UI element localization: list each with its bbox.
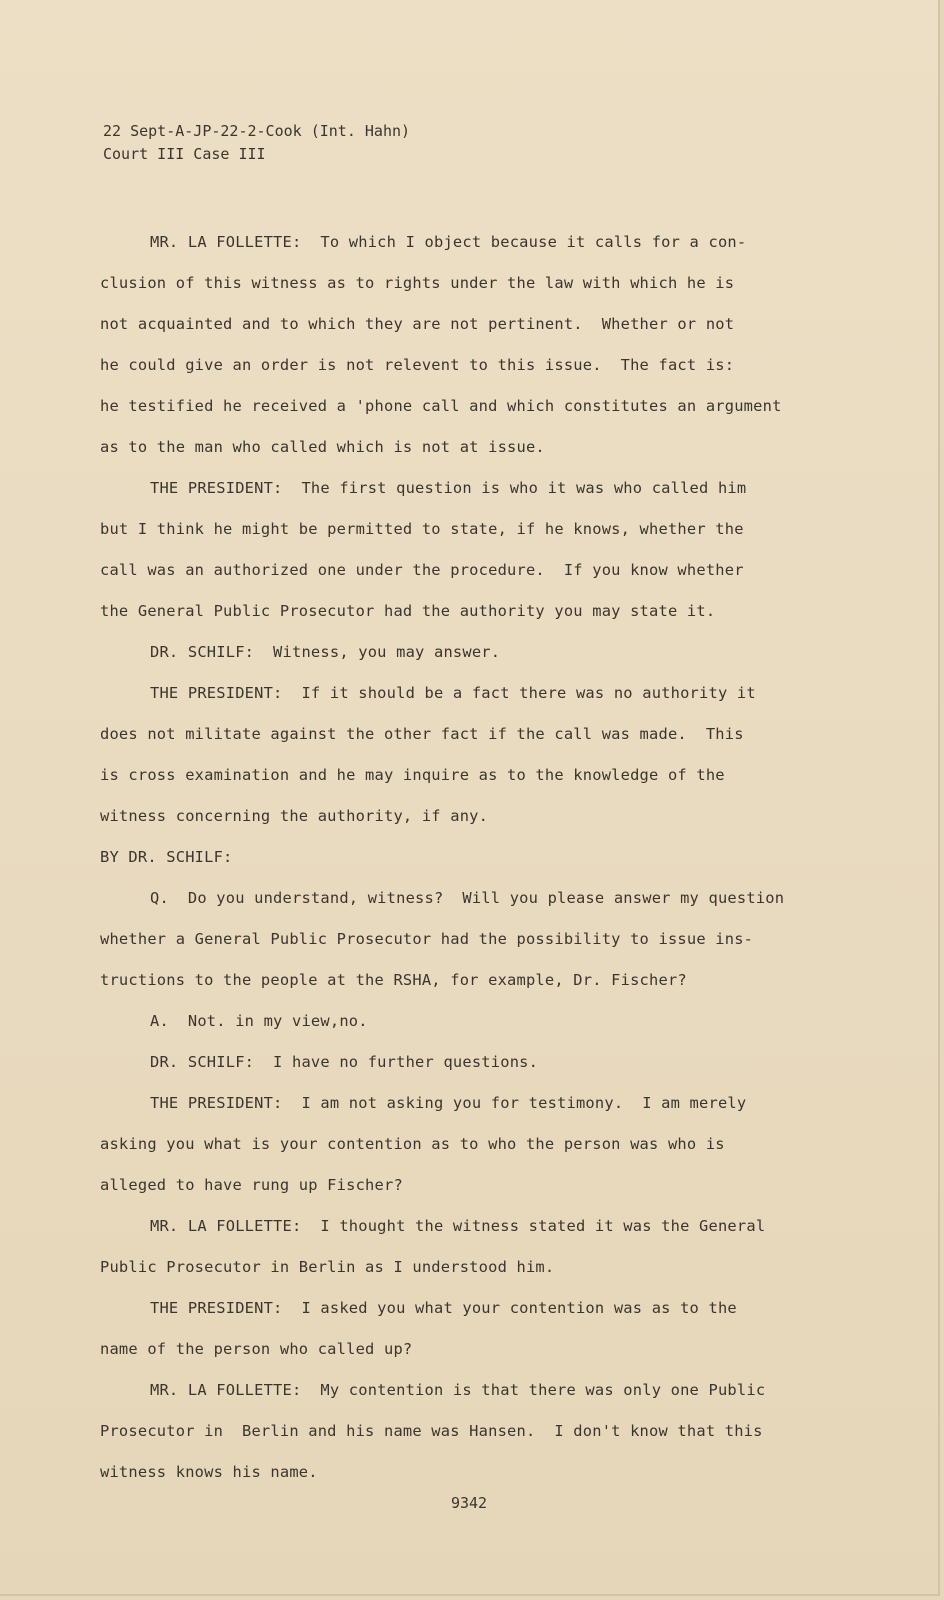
page-number: 9342 (450, 1494, 488, 1512)
transcript-body (100, 222, 840, 1493)
header-reference: 22 Sept-A-JP-22-2-Cook (Int. Hahn) (103, 122, 411, 140)
transcript-line: whether a General Public Prosecutor had the possibility to issue ins- (100, 930, 754, 948)
transcript-line: A. Not. in my view,no. (150, 1012, 368, 1030)
header-court-case: Court III Case III (103, 145, 266, 163)
transcript-line: Public Prosecutor in Berlin as I understood him. (100, 1258, 555, 1276)
transcript-line: clusion of this witness as to rights under the law with which he is (100, 274, 735, 292)
transcript-line: alleged to have rung up Fischer? (100, 1176, 403, 1194)
transcript-line: Q. Do you understand, witness? Will you please answer my question (150, 889, 785, 907)
transcript-line: THE PRESIDENT: I am not asking you for testimony. I am merely (150, 1094, 747, 1112)
transcript-line: BY DR. SCHILF: (100, 848, 233, 866)
transcript-line: call was an authorized one under the procedure. If you know whether (100, 561, 744, 579)
transcript-line: the General Public Prosecutor had the authority you may state it. (100, 602, 716, 620)
transcript-line: THE PRESIDENT: I asked you what your contention was as to the (150, 1299, 737, 1317)
transcript-line: but I think he might be permitted to state, if he knows, whether the (100, 520, 744, 538)
transcript-line: he testified he received a 'phone call and which constitutes an argument (100, 397, 782, 415)
transcript-line: does not militate against the other fact if the call was made. This (100, 725, 744, 743)
transcript-line: witness concerning the authority, if any. (100, 807, 489, 825)
transcript-line: name of the person who called up? (100, 1340, 413, 1358)
transcript-line: is cross examination and he may inquire as to the knowledge of the (100, 766, 725, 784)
transcript-line: Prosecutor in Berlin and his name was Hansen. I don't know that this (100, 1422, 763, 1440)
transcript-line: MR. LA FOLLETTE: To which I object because it calls for a con- (150, 233, 747, 251)
transcript-line: asking you what is your contention as to who the person was who is (100, 1135, 725, 1153)
transcript-line: MR. LA FOLLETTE: My contention is that there was only one Public (150, 1381, 766, 1399)
document-header (103, 120, 410, 166)
transcript-line: witness knows his name. (100, 1463, 318, 1481)
transcript-line: tructions to the people at the RSHA, for example, Dr. Fischer? (100, 971, 687, 989)
transcript-line: as to the man who called which is not at issue. (100, 438, 545, 456)
transcript-line: he could give an order is not relevent to this issue. The fact is: (100, 356, 735, 374)
transcript-line: DR. SCHILF: Witness, you may answer. (150, 643, 501, 661)
transcript-line: not acquainted and to which they are not pertinent. Whether or not (100, 315, 735, 333)
transcript-line: THE PRESIDENT: The first question is who it was who called him (150, 479, 747, 497)
transcript-line: THE PRESIDENT: If it should be a fact there was no authority it (150, 684, 756, 702)
transcript-line: MR. LA FOLLETTE: I thought the witness stated it was the General (150, 1217, 766, 1235)
transcript-line: DR. SCHILF: I have no further questions. (150, 1053, 539, 1071)
